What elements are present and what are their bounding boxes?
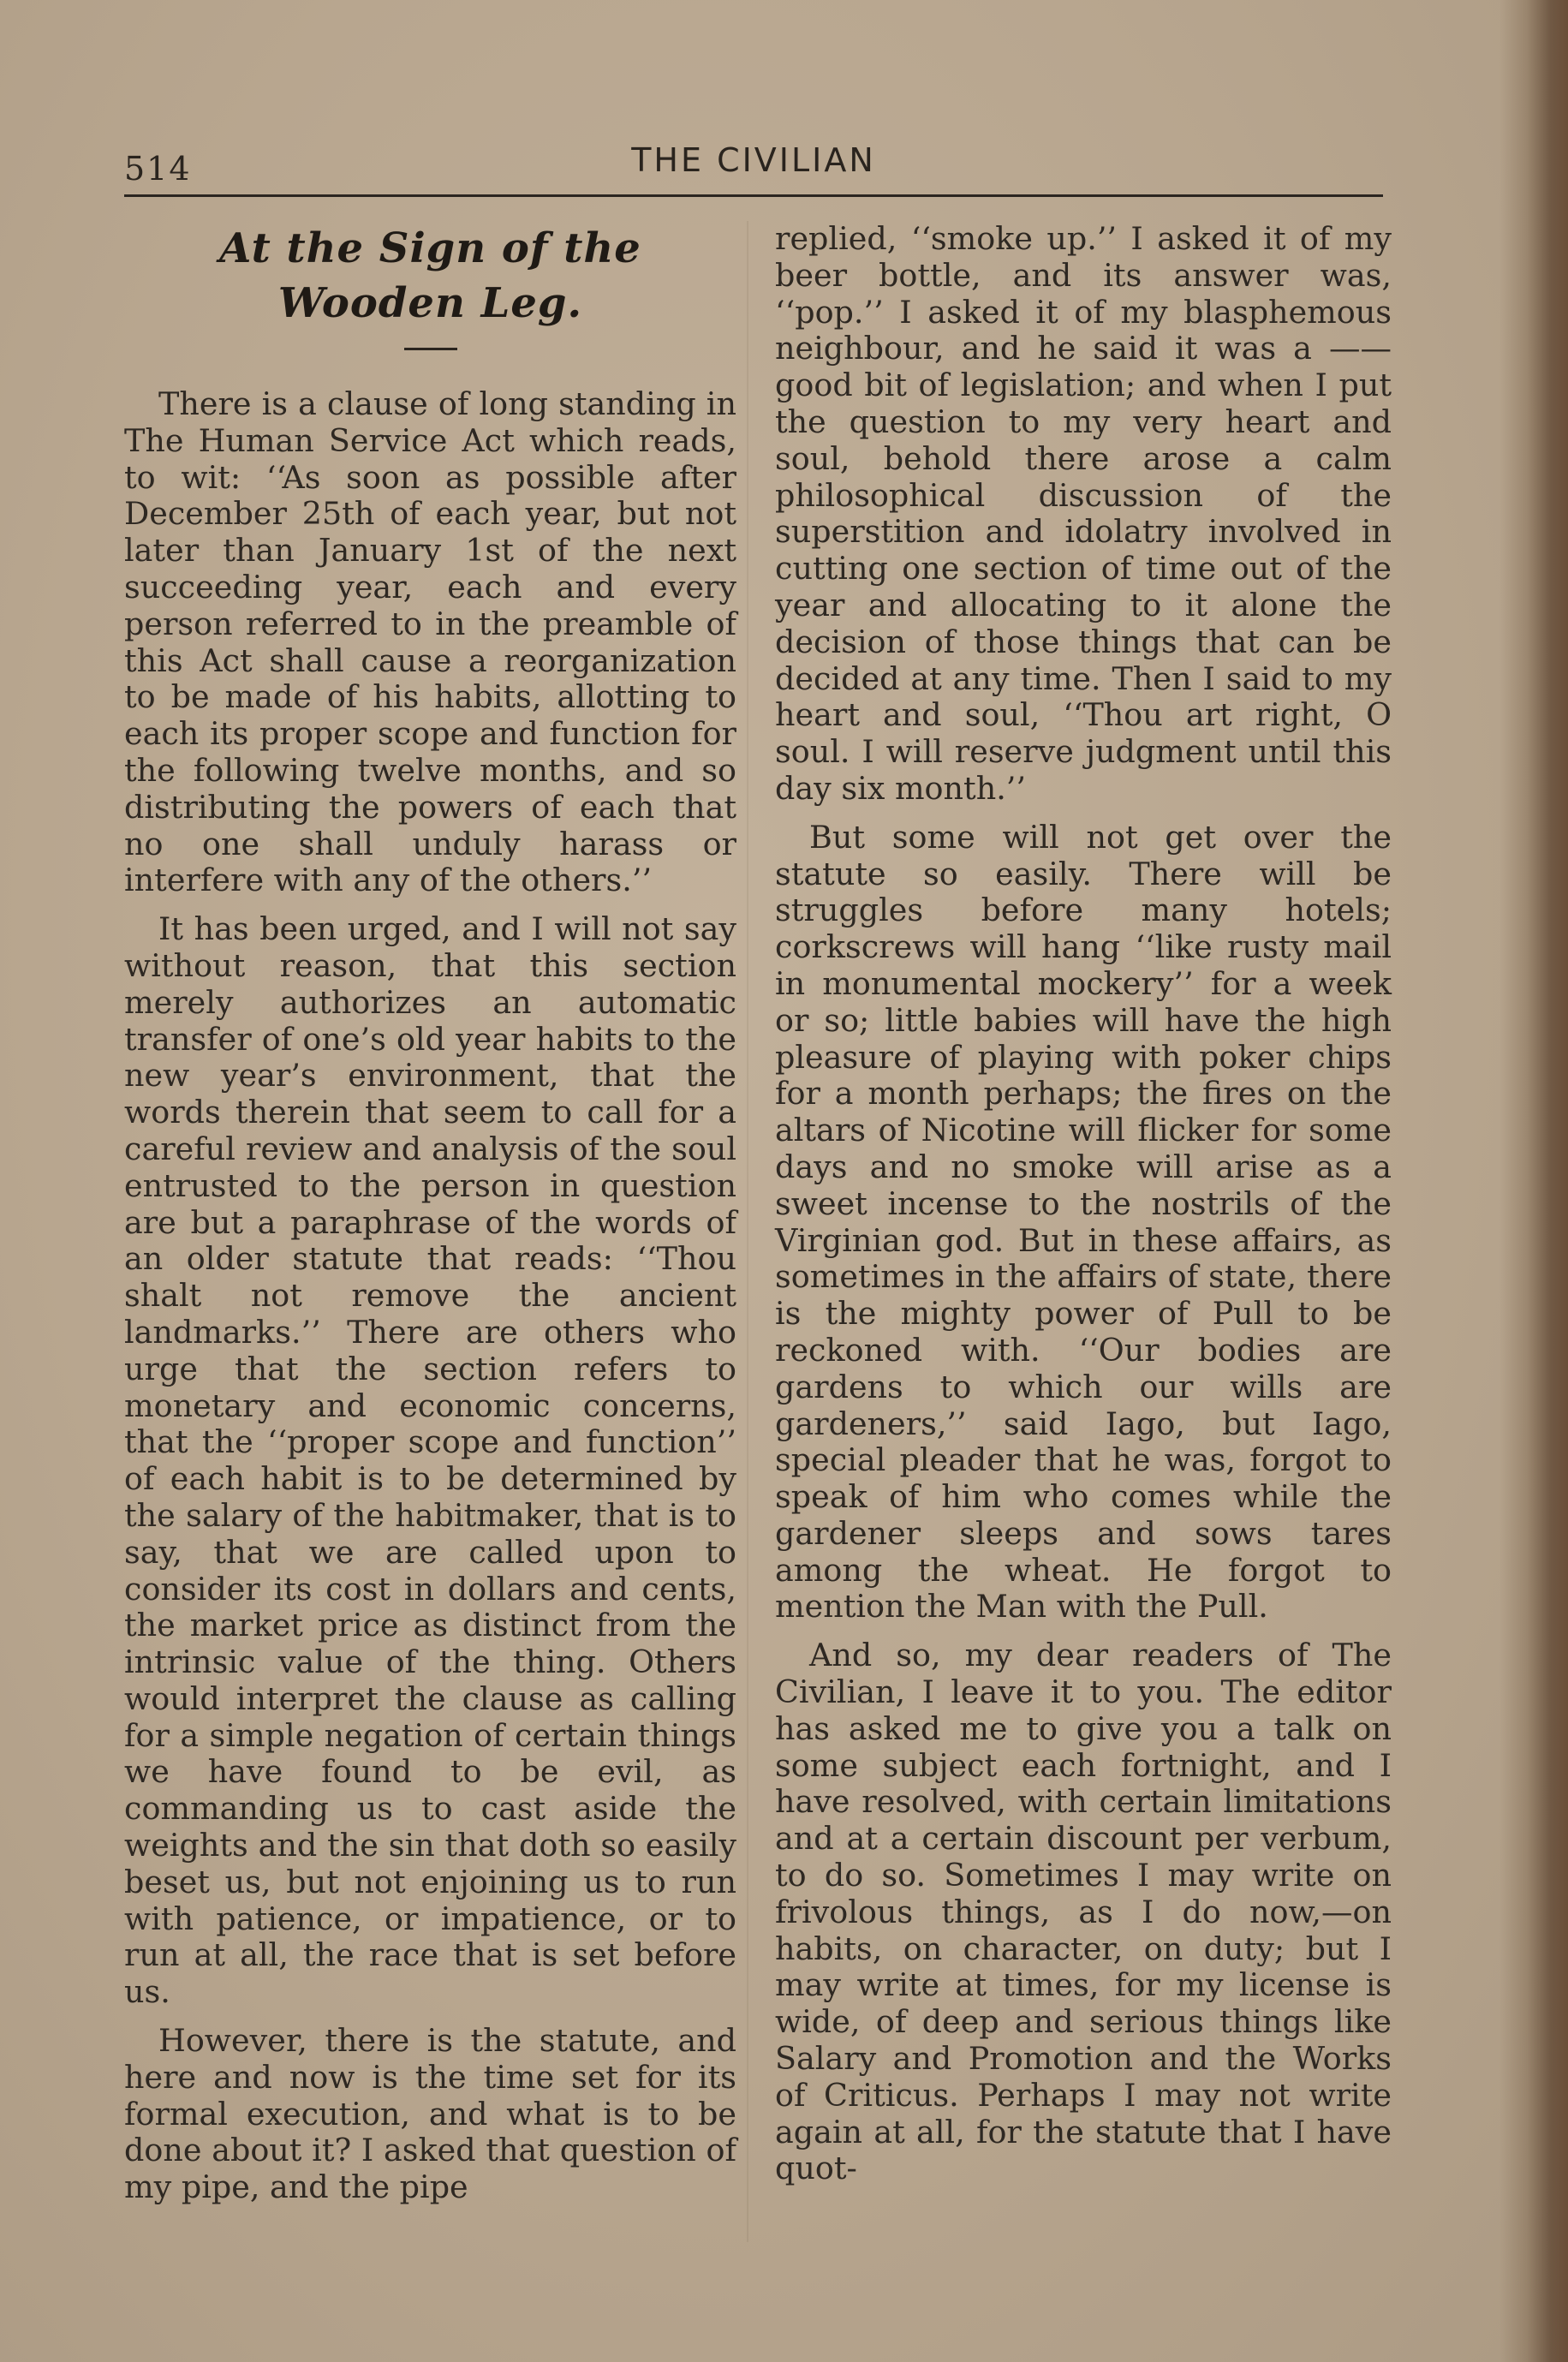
paragraph: But some will not get over the statute so easily. There will be struggles before many hotels; corkscrews will hang ‘‘like rusty mail in monumental mockery’’ for a week or so; little babies will have the high pleasure of playing with poker chips for a month perhaps; the fires on the altars of Nicotine will flicker for some days and no smoke will arise as a sweet incense to the nostrils of the Virginian god. But in these affairs, as sometimes in the affairs of state, there is the mighty power of Pull to be reckoned with. ‘‘Our bodies are gardens to which our wills are gardeners,’’ said Iago, but Iago, special pleader that he was, forgot to speak of him who comes while the gardener sleeps and sows tares among the wheat. He forgot to mention the Man with the Pull. (775, 818, 1392, 1625)
running-header (124, 141, 1383, 197)
paragraph: There is a clause of long standing in The Human Service Act which reads, to wit: ‘‘As soon as possible after December 25th of each year, but not later than January 1st of the next succeeding year, each and every person referred to in the preamble of this Act shall cause a reorganization to be made of his habits, allotting to each its proper scope and function for the following twelve months, and so distributing the powers of each that no one shall unduly harass or interfere with any of the others.’’ (124, 385, 736, 899)
title-divider (404, 348, 457, 350)
paragraph: replied, ‘‘smoke up.’’ I asked it of my beer bottle, and its answer was, ‘‘pop.’’ I asked it of my blasphemous neighbour, and he said it was a —— good bit of legislation; and when I put the question to my very heart and soul, behold there arose a calm philosophical discussion of the superstition and idolatry involved in cutting one section of time out of the year and allocating to it alone the decision of those things that can be decided at any time. Then I said to my heart and soul, ‘‘Thou art right, O soul. I will reserve judgment until this day six month.’’ (775, 220, 1392, 807)
journal-title: THE CIVILIAN (631, 141, 876, 179)
page-spine-shadow (1499, 0, 1568, 2362)
article-title: At the Sign of the Wooden Leg. (219, 224, 641, 327)
paragraph: And so, my dear readers of The Civilian, I leave it to you. The editor has asked me to give you a talk on some subject each fortnight, and I have resolved, with certain limitations and at a certain discount per verbum, to do so. Sometimes I may write on frivolous things, as I do now,—on habits, on character, on duty; but I may write at times, for my license is wide, of deep and serious things like Salary and Promotion and the Works of Criticus. Perhaps I may not write again at all, for the statute that I have quot- (775, 1637, 1392, 2187)
right-column (775, 221, 1392, 2187)
paragraph: It has been urged, and I will not say without reason, that this section merely authorizes an automatic transfer of one’s old year habits to the new year’s environment, that the words therein that seem to call for a careful review and analysis of the soul entrusted to the person in question are but a paraphrase of the words of an older statute that reads: ‘‘Thou shalt not remove the ancient landmarks.’’ There are others who urge that the section refers to monetary and economic concerns, that the ‘‘proper scope and function’’ of each habit is to be determined by the salary of the habitmaker, that is to say, that we are called upon to consider its cost in dollars and cents, the market price as distinct from the intrinsic value of the thing. Others would interpret the clause as calling for a simple negation of certain things we have found to be evil, as commanding us to cast aside the weights and the sin that doth so easily beset us, but not enjoining us to run with patience, or impatience, or to run at all, the race that is set before us. (124, 910, 736, 2011)
page-number: 514 (124, 150, 192, 188)
paragraph: However, there is the statute, and here and now is the time set for its formal execution, and what is to be done about it? I asked that question of my pipe, and the pipe (124, 2022, 736, 2206)
left-column (124, 221, 736, 2206)
column-gutter (747, 221, 748, 2242)
